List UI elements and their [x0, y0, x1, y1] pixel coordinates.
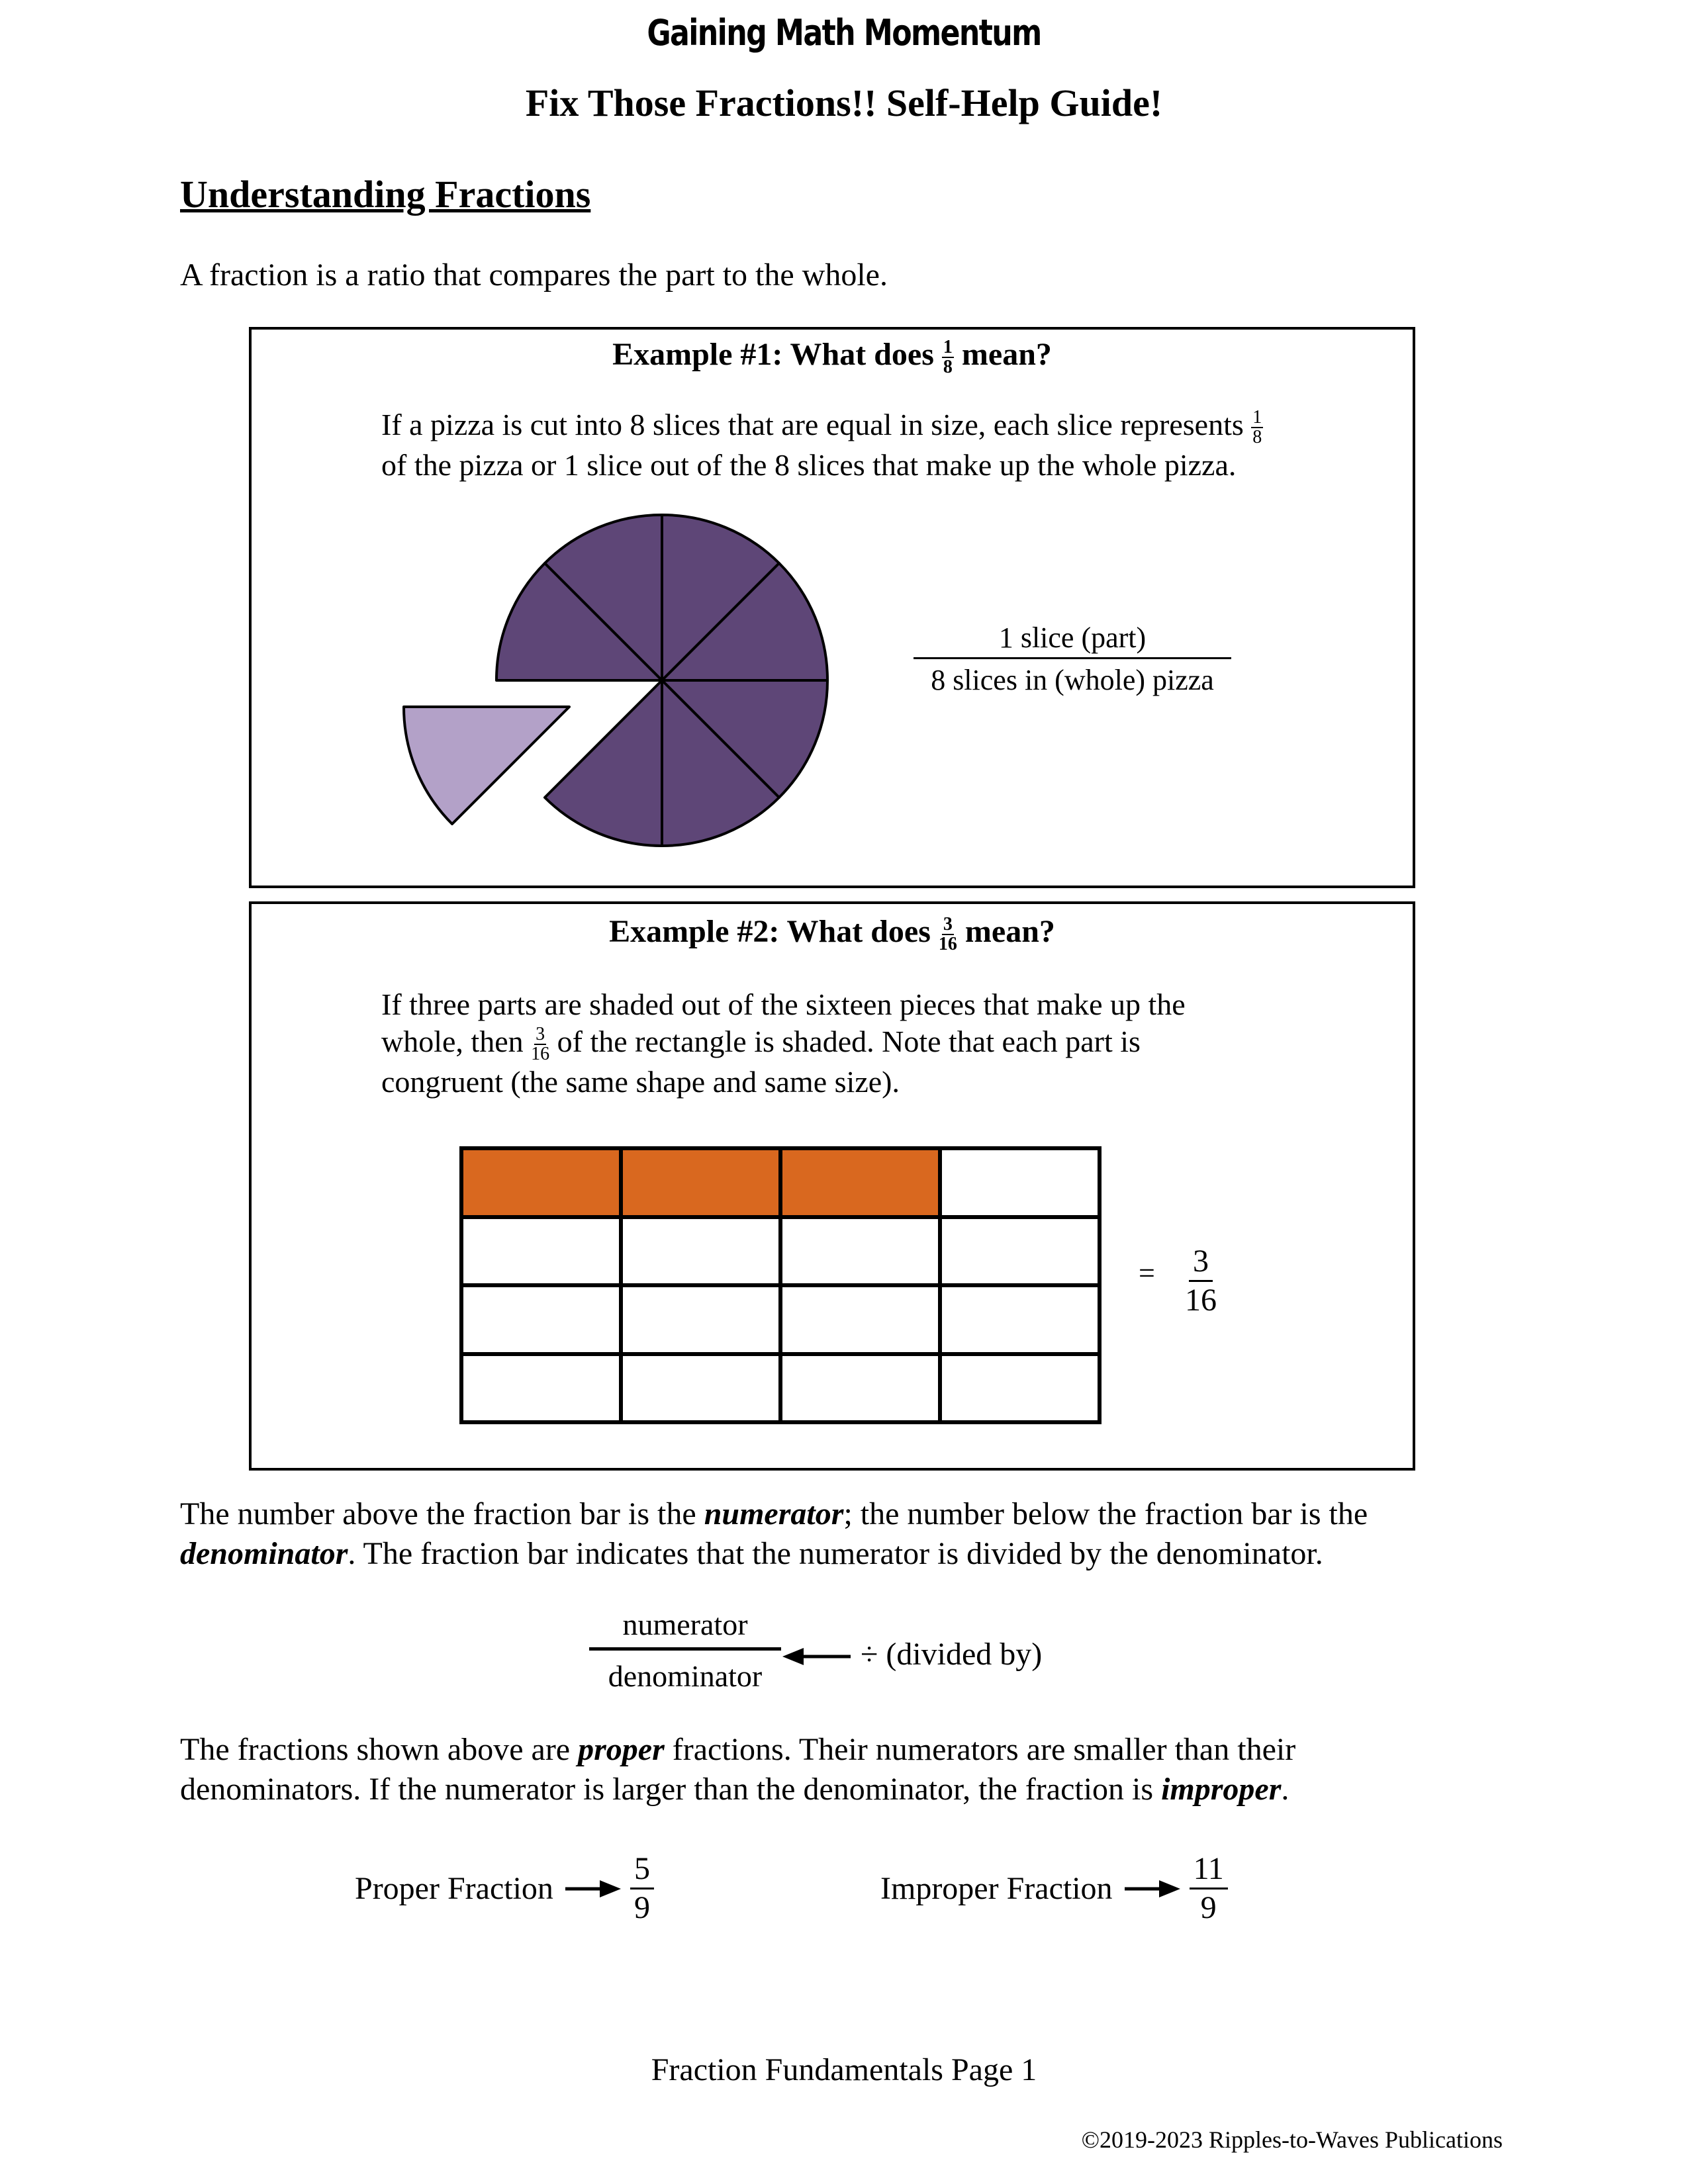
- example-1-heading-prefix: Example #1: What does: [612, 337, 934, 372]
- fraction-numerator: 3: [943, 913, 953, 934]
- example-1-inline-fraction: [1251, 408, 1263, 447]
- grid-cell-shaded: [461, 1148, 621, 1217]
- fraction-denominator: 16: [531, 1044, 550, 1065]
- example-2-box: [249, 901, 1415, 1471]
- example-1-line-2: of the pizza or 1 slice out of the 8 slices that make up the whole pizza.: [381, 448, 1237, 482]
- proper-text-4: .: [1281, 1772, 1289, 1807]
- proper-text-2: fractions. Their numerators are smaller than their: [664, 1732, 1296, 1767]
- brand-title: Gaining Math Momentum: [647, 12, 1041, 54]
- fraction-numerator: 1: [943, 336, 953, 357]
- pizza-fraction-top: 1 slice (part): [914, 621, 1231, 659]
- right-arrow-icon: [565, 1879, 622, 1899]
- fraction-numerator: 11: [1190, 1853, 1228, 1889]
- proper-text-1: The fractions shown above are: [180, 1732, 579, 1767]
- grid-cell: [621, 1217, 780, 1286]
- example-2-heading-fraction: [939, 915, 957, 954]
- fraction-denominator: 8: [943, 356, 953, 377]
- example-2-line-2: [381, 1023, 1401, 1064]
- denominator-term: denominator: [180, 1536, 348, 1571]
- fraction-denominator: 9: [633, 1890, 650, 1925]
- improper-term: improper: [1161, 1772, 1282, 1807]
- grid-cell: [940, 1217, 1100, 1286]
- grid-cell: [461, 1285, 621, 1354]
- numden-text-3: . The fraction bar indicates that the numerator is divided by the denominator.: [348, 1536, 1323, 1571]
- example-1-box: [249, 327, 1415, 888]
- example-1-heading: [252, 336, 1413, 377]
- numerator-term: numerator: [704, 1496, 844, 1531]
- fraction-numerator: 1: [1252, 407, 1262, 428]
- grid-cell: [621, 1354, 780, 1423]
- fraction-parts-diagram: [589, 1607, 781, 1694]
- pizza-fraction-bottom: 8 slices in (whole) pizza: [931, 664, 1214, 696]
- diagram-denominator: denominator: [608, 1659, 763, 1693]
- proper-improper-paragraph: [180, 1730, 1517, 1809]
- grid-cell: [940, 1285, 1100, 1354]
- example-1-line-1: [381, 406, 1401, 447]
- fraction-numerator: 5: [630, 1853, 654, 1889]
- fraction-numerator: 3: [1189, 1246, 1213, 1282]
- fraction-grid: [459, 1146, 1102, 1424]
- grid-cell: [461, 1354, 621, 1423]
- example-2-line-2-prefix: whole, then: [381, 1024, 524, 1058]
- example-1-paragraph: [381, 406, 1401, 484]
- numden-text-2: ; the number below the fraction bar is the: [843, 1496, 1368, 1531]
- example-2-heading-suffix: mean?: [964, 914, 1055, 949]
- improper-fraction: [1190, 1853, 1228, 1924]
- grid-cell: [780, 1285, 940, 1354]
- diagram-numerator: numerator: [589, 1607, 781, 1651]
- example-2-paragraph: [381, 986, 1401, 1101]
- proper-fraction-example: [355, 1853, 654, 1924]
- pizza-fraction: [914, 621, 1231, 697]
- improper-fraction-example: [880, 1853, 1228, 1924]
- intro-text: A fraction is a ratio that compares the part to the whole.: [180, 257, 888, 293]
- page-number: Fraction Fundamentals Page 1: [651, 2052, 1037, 2087]
- grid-cell: [780, 1217, 940, 1286]
- proper-term: proper: [578, 1732, 665, 1767]
- page-title: Fix Those Fractions!! Self-Help Guide!: [525, 81, 1163, 124]
- pizza-diagram: [384, 502, 861, 859]
- pizza-slice-5: [545, 680, 662, 846]
- improper-fraction-label: Improper Fraction: [880, 1871, 1113, 1906]
- numden-text-1: The number above the fraction bar is the: [180, 1496, 704, 1531]
- divided-by-label: ÷ (divided by): [861, 1637, 1043, 1672]
- grid-cell: [621, 1285, 780, 1354]
- example-2-heading-prefix: Example #2: What does: [609, 914, 931, 949]
- example-2-line-2-suffix: of the rectangle is shaded. Note that each part is: [557, 1024, 1141, 1058]
- grid-cell: [940, 1148, 1100, 1217]
- pizza-removed-slice: [404, 707, 569, 824]
- equals-sign: =: [1139, 1257, 1155, 1289]
- grid-cell-shaded: [780, 1148, 940, 1217]
- example-2-inline-fraction: [531, 1025, 549, 1064]
- fraction-denominator: 16: [938, 933, 957, 954]
- left-arrow-icon: [781, 1647, 854, 1666]
- grid-cell-shaded: [621, 1148, 780, 1217]
- fraction-numerator: 3: [536, 1024, 545, 1045]
- section-title: Understanding Fractions: [180, 173, 591, 216]
- grid-cell: [461, 1217, 621, 1286]
- grid-result-fraction: [1185, 1246, 1217, 1316]
- numerator-denominator-paragraph: [180, 1494, 1517, 1574]
- proper-text-3: denominators. If the numerator is larger than the denominator, the fraction is: [180, 1772, 1162, 1807]
- grid-cell: [780, 1354, 940, 1423]
- example-2-line-3: congruent (the same shape and same size).: [381, 1065, 900, 1099]
- fraction-denominator: 16: [1185, 1283, 1217, 1318]
- example-1-line-1-text: If a pizza is cut into 8 slices that are equal in size, each slice represents: [381, 408, 1244, 441]
- right-arrow-icon: [1125, 1879, 1182, 1899]
- copyright-text: ©2019-2023 Ripples-to-Waves Publications: [1081, 2126, 1503, 2153]
- example-2-heading: [252, 913, 1413, 954]
- grid-cell: [940, 1354, 1100, 1423]
- example-1-heading-suffix: mean?: [961, 337, 1052, 372]
- example-1-heading-fraction: [942, 338, 954, 377]
- fraction-denominator: 9: [1200, 1890, 1217, 1925]
- fraction-denominator: 8: [1252, 427, 1262, 448]
- proper-fraction: [630, 1853, 654, 1924]
- example-2-line-1: If three parts are shaded out of the sixteen pieces that make up the: [381, 987, 1186, 1021]
- proper-fraction-label: Proper Fraction: [355, 1871, 553, 1906]
